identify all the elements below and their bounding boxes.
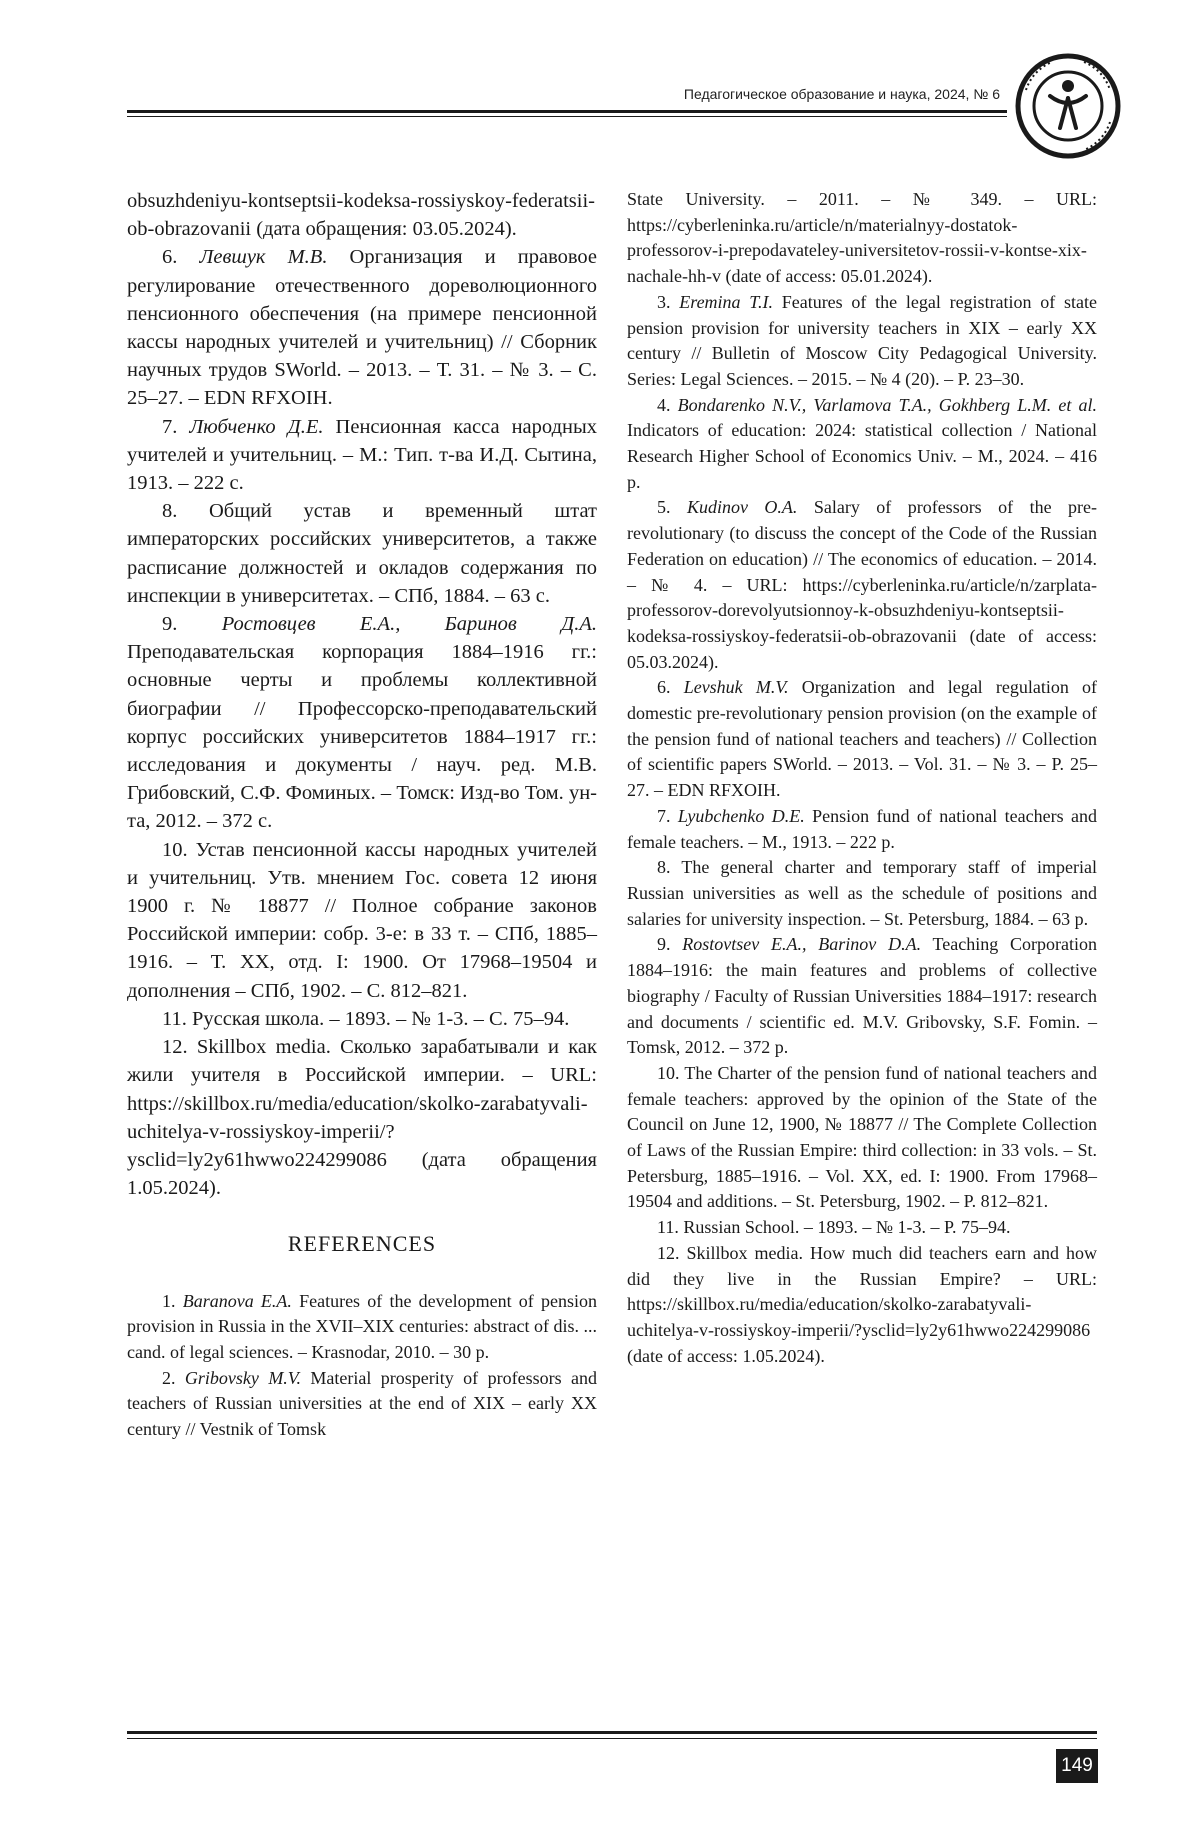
footer-rule-thick <box>127 1731 1097 1734</box>
reference-author: Kudinov O.A. <box>686 497 798 518</box>
reference-continuation: State University. – 2011. – № 349. – URL: https://cyberleninka.ru/article/n/materialnyy-dostatok-professorov-i-prepodavateley-universitetov-rossii-v-kontse-xix-nachale-hh-v (date of access: 05.01.2024). <box>627 189 1097 287</box>
reference-en-5: 5. Kudinov O.A. Salary of professors of the pre-revolutionary (to discuss the concept of the Code of the Russian Federation on education) // The economics of education. – 2014. – № 4. – URL: https://cyberleninka.ru/article/n/zarplata-professorov-dorevolyutsionnoy-k-obsuzhdeniyu-kontseptsii-kodeksa-rossiyskoy-federatsii-ob-obrazovanii (date of access: 05.03.2024). <box>627 497 1097 672</box>
page-number: 149 <box>1056 1749 1098 1783</box>
reference-en-4: 4. Bondarenko N.V., Varlamova T.A., Gokhberg L.M. et al. Indicators of education: 2024: statistical collection / National Research Higher School of Economics Univ. – M., 2024. – 416 p. <box>627 394 1098 492</box>
journal-title: Педагогическое образование и наука, 2024, № 6 <box>683 86 1000 102</box>
reference-en-10: 10. The Charter of the pension fund of national teachers and female teachers: approved by the opinion of the State of the Council on June 12, 1900, № 18877 // The Complete Collection of Laws of the Russian Empire: third collection: in 33 vols. – St. Petersburg, 1885–1916. – Vol. XX, ed. I: 1900. From 17968–19504 and additions. – St. Petersburg, 1902. – P. 812–821. <box>627 1062 1097 1212</box>
reference-text: Пенсионная касса народных учителей и учительниц. – М.: Тип. т-ва И.Д. Сытина, 1913. – 222 с. <box>127 415 597 495</box>
reference-author: Eremina T.I. <box>679 291 773 312</box>
reference-text: Features of the development of pension provision in Russia in the XVII–XIX centuries: abstract of dis. ... cand. of legal sciences. – Krasnodar, 2010. – 30 p. <box>127 1290 597 1362</box>
reference-author: Levshuk M.V. <box>683 677 789 698</box>
reference-continuation: obsuzhdeniyu-kontseptsii-kodeksa-rossiyskoy-federatsii-ob-obrazovanii (дата обращения: 03.05.2024). <box>127 190 595 241</box>
reference-author: Rostovtsev E.A., Barinov D.A. <box>682 934 922 955</box>
reference-ru-12: 12. Skillbox media. Сколько зарабатывали и как жили учителя в Российской империи. – URL: https://skillbox.ru/media/education/skolko-zarabatyvali-uchitelya-v-rossiyskoy-imperii/?ysclid=ly2y61hwwo224299086 (дата обращения 1.05.2024). <box>127 1036 597 1200</box>
references-heading: REFERENCES <box>287 1231 437 1257</box>
journal-logo-icon <box>1012 50 1124 162</box>
reference-ru-7: 7. Любченко Д.Е. Пенсионная касса народных учителей и учительниц. – М.: Тип. т-ва И.Д. Сытина, 1913. – 222 с. <box>127 415 597 495</box>
reference-en-2: 2. Gribovsky M.V. Material prosperity of professors and teachers of Russian universities at the end of XIX – early XX century // Vestnik of Tomsk <box>127 1367 597 1440</box>
reference-author: Левшук М.В. <box>199 246 328 269</box>
reference-author: Любченко Д.Е. <box>189 415 324 438</box>
reference-text: Material prosperity of professors and teachers of Russian universities at the end of XIX – early XX century // Vestnik of Tomsk <box>127 1367 597 1440</box>
reference-ru-11: 11. Русская школа. – 1893. – № 1-3. – С. 75–94. <box>162 1007 570 1030</box>
reference-text: Pension fund of national teachers and female teachers. – M., 1913. – 222 p. <box>627 805 1098 852</box>
reference-author: Gribovsky M.V. <box>184 1367 301 1388</box>
reference-en-7: 7. Lyubchenko D.E. Pension fund of national teachers and female teachers. – M., 1913. – 222 p. <box>627 805 1098 852</box>
reference-author: Bondarenko N.V., Varlamova T.A., Gokhberg L.M. et al. <box>677 394 1098 415</box>
reference-en-8: 8. The general charter and temporary staff of imperial Russian universities as well as the schedule of positions and salaries for university inspection. – St. Petersburg, 1884. – 63 p. <box>627 857 1097 929</box>
reference-ru-8: 8. Общий устав и временный штат императорских российских университетов, а также расписание должностей и окладов содержания по инспекции в университетах. – СПб, 1884. – 63 с. <box>127 500 597 607</box>
left-column <box>127 187 597 1443</box>
reference-text: Организация и правовое регулирование отечественного дореволюционного пенсионного обеспечения (на примере пенсионной кассы народных учителей и учительниц) // Сборник научных трудов SWorld. – 2013. – Т. 31. – № 3. – С. 25–27. – EDN RFXOIH. <box>127 246 597 410</box>
reference-text: Salary of professors of the pre-revolutionary (to discuss the concept of the Code of the Russian Federation on education) // The economics of education. – 2014. – № 4. – URL: https://cyberleninka.ru/article/n/zarplata-professorov-dorevolyutsionnoy-k-obsuzhdeniyu-kontseptsii-kodeksa-rossiyskoy-federatsii-ob-obrazovanii (date of access: 05.03.2024). <box>627 497 1097 672</box>
reference-text: Features of the legal registration of state pension provision for university teachers in XIX – early XX century // Bulletin of Moscow City Pedagogical University. Series: Legal Sciences. – 2015. – № 4 (20). – P. 23–30. <box>627 291 1097 389</box>
reference-en-3: 3. Eremina T.I. Features of the legal registration of state pension provision for university teachers in XIX – early XX century // Bulletin of Moscow City Pedagogical University. Series: Legal Sciences. – 2015. – № 4 (20). – P. 23–30. <box>627 291 1097 389</box>
footer-rule-thin <box>127 1738 1097 1739</box>
reference-text: Преподавательская корпорация 1884–1916 гг.: основные черты и проблемы коллективной биографии // Профессорско-преподавательский корпус российских университетов 1884–1917 гг.: исследования и документы / науч. ред. М.В. Грибовский, С.Ф. Фоминых. – Томск: Изд-во Том. ун-та, 2012. – 372 с. <box>127 641 597 833</box>
reference-en-6: 6. Levshuk M.V. Organization and legal regulation of domestic pre-revolutionary pension provision (on the example of the pension fund of national teachers and teachers) // Collection of scientific papers SWorld. – 2013. – Vol. 31. – № 3. – P. 25–27. – EDN RFXOIH. <box>627 677 1098 801</box>
reference-en-1: 1. Baranova E.A. Features of the development of pension provision in Russia in the XVII–XIX centuries: abstract of dis. ... cand. of legal sciences. – Krasnodar, 2010. – 30 p. <box>127 1290 597 1362</box>
reference-author: Lyubchenko D.E. <box>677 805 805 826</box>
right-column <box>627 187 1097 1369</box>
reference-text: Teaching Corporation 1884–1916: the main features and problems of collective biography / Faculty of Russian Universities 1884–1917: research and documents / scientific ed. M.V. Gribovsky, S.F. Fomin. – Tomsk, 2012. – 372 p. <box>627 934 1098 1058</box>
header-rule-thick <box>127 110 1007 113</box>
reference-text: Organization and legal regulation of domestic pre-revolutionary pension provision (on the example of the pension fund of national teachers and teachers) // Collection of scientific papers SWorld. – 2013. – Vol. 31. – № 3. – P. 25–27. – EDN RFXOIH. <box>627 677 1098 801</box>
reference-en-11: 11. Russian School. – 1893. – № 1-3. – P. 75–94. <box>657 1217 1011 1238</box>
reference-ru-6: 6. Левшук М.В. Организация и правовое регулирование отечественного дореволюционного пенсионного обеспечения (на примере пенсионной кассы народных учителей и учительниц) // Сборник научных трудов SWorld. – 2013. – Т. 31. – № 3. – С. 25–27. – EDN RFXOIH. <box>127 246 597 410</box>
reference-author: Baranova E.A. <box>182 1290 292 1311</box>
reference-en-9: 9. Rostovtsev E.A., Barinov D.A. Teaching Corporation 1884–1916: the main features and problems of collective biography / Faculty of Russian Universities 1884–1917: research and documents / scientific ed. M.V. Gribovsky, S.F. Fomin. – Tomsk, 2012. – 372 p. <box>627 934 1098 1058</box>
reference-author: Ростовцев Е.А., Баринов Д.А. <box>221 613 597 636</box>
reference-en-12: 12. Skillbox media. How much did teachers earn and how did they live in the Russian Empire? – URL: https://skillbox.ru/media/education/skolko-zarabatyvali-uchitelya-v-rossiyskoy-imperii/?ysclid=ly2y61hwwo224299086 (date of access: 1.05.2024). <box>627 1242 1097 1366</box>
reference-ru-10: 10. Устав пенсионной кассы народных учителей и учительниц. Утв. мнением Гос. совета 12 июня 1900 г. № 18877 // Полное собрание законов Российской империи: собр. 3-е: в 33 т. – СПб, 1885–1916. – Т. XX, отд. I: 1900. От 17968–19504 и дополнения – СПб, 1902. – С. 812–821. <box>127 838 597 1002</box>
reference-ru-9: 9. Ростовцев Е.А., Баринов Д.А. Преподавательская корпорация 1884–1916 гг.: основные черты и проблемы коллективной биографии // Профессорско-преподавательский корпус российских университетов 1884–1917 гг.: исследования и документы / науч. ред. М.В. Грибовский, С.Ф. Фоминых. – Томск: Изд-во Том. ун-та, 2012. – 372 с. <box>127 613 597 833</box>
reference-text: Indicators of education: 2024: statistical collection / National Research Higher School of Economics Univ. – M., 2024. – 416 p. <box>627 420 1097 492</box>
header-rule-thin <box>127 116 1007 117</box>
